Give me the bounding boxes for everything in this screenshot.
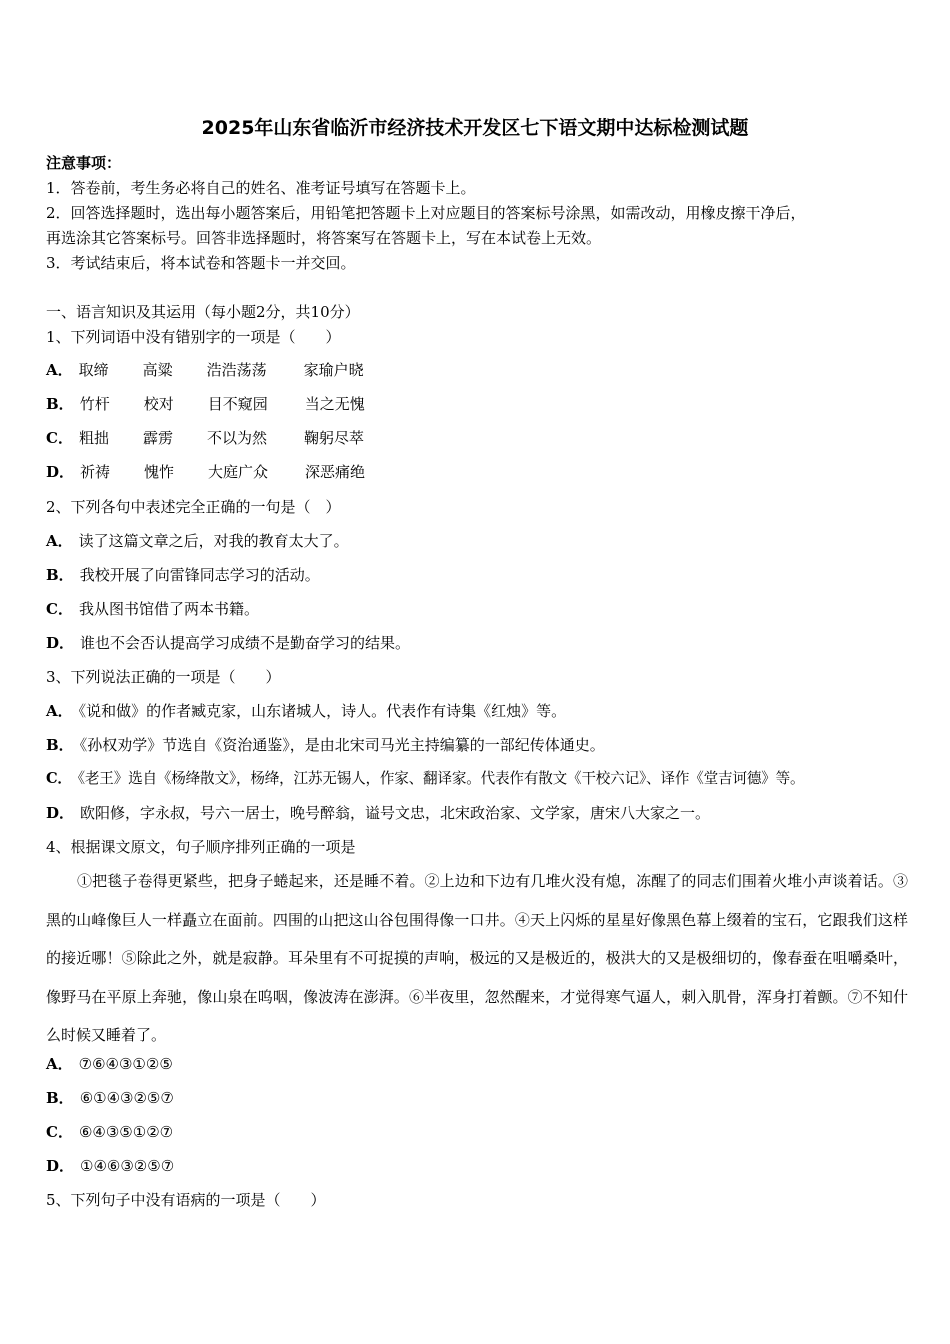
option-text: ①④⑥③②⑤⑦ bbox=[80, 1157, 175, 1175]
option-label: D． bbox=[46, 463, 75, 481]
question-4-option-c bbox=[46, 1121, 173, 1143]
notice-item: 1．答卷前，考生务必将自己的姓名、准考证号填写在答题卡上。 bbox=[46, 179, 476, 197]
option-word: 家瑜户晓 bbox=[303, 361, 364, 379]
option-label: C． bbox=[46, 1123, 73, 1141]
option-text: ⑥①④③②⑤⑦ bbox=[79, 1089, 174, 1107]
option-label: D． bbox=[46, 804, 75, 822]
question-2-option-a bbox=[46, 530, 349, 552]
option-label: A． bbox=[46, 1055, 73, 1073]
option-text: ⑦⑥④③①②⑤ bbox=[78, 1055, 173, 1073]
option-text: 《说和做》的作者臧克家，山东诸城人，诗人。代表作有诗集《红烛》等。 bbox=[78, 702, 567, 720]
option-word: 浩浩荡荡 bbox=[206, 361, 267, 379]
question-4-stem: 4、根据课文原文，句子顺序排列正确的一项是 bbox=[46, 838, 356, 856]
question-2-option-d bbox=[46, 632, 410, 654]
option-word: 霹雳 bbox=[142, 429, 173, 447]
question-2-option-c bbox=[46, 598, 259, 620]
option-label: D． bbox=[46, 1157, 75, 1175]
option-label: B． bbox=[46, 736, 74, 754]
option-text: 《老王》选自《杨绛散文》，杨绛，江苏无锡人，作家、翻译家。代表作有散文《干校六记》、译作《堂吉诃德》等。 bbox=[77, 770, 805, 787]
section-heading: 一、语言知识及其运用（每小题2分，共10分） bbox=[46, 303, 360, 321]
notice-heading: 注意事项： bbox=[46, 154, 122, 172]
option-label: C． bbox=[46, 429, 73, 447]
question-1-option-a bbox=[46, 359, 364, 381]
question-4-passage: ①把毯子卷得更紧些，把身子蜷起来，还是睡不着。②上边和下边有几堆火没有熄，冻醒了的同志们围着火堆小声谈着话。③黑的山峰像巨人一样矗立在面前。四围的山把这山谷包围得像一口井。④天上闪烁的星星好像黑色幕上缀着的宝石，它跟我们这样的接近哪！⑤除此之外，就是寂静。耳朵里有不可捉摸的声响，极远的又是极近的，极洪大的又是极细切的，像春蚕在咀嚼桑叶，像野马在平原上奔驰，像山泉在呜咽，像波涛在澎湃。⑥半夜里，忽然醒来，才觉得寒气逼人，刺入肌骨，浑身打着颤。⑦不知什么时候又睡着了。 bbox=[46, 872, 908, 1044]
option-text: 读了这篇文章之后，对我的教育太大了。 bbox=[78, 532, 349, 550]
question-2-stem: 2、下列各句中表述完全正确的一句是（ ） bbox=[46, 498, 341, 516]
option-label: D． bbox=[46, 634, 75, 652]
option-label: B． bbox=[46, 1089, 74, 1107]
option-word: 深恶痛绝 bbox=[305, 463, 366, 481]
option-word: 不以为然 bbox=[206, 429, 267, 447]
question-4-option-d bbox=[46, 1155, 174, 1177]
question-3-option-d bbox=[46, 802, 710, 824]
option-label: C． bbox=[46, 770, 72, 787]
question-3-stem: 3、下列说法正确的一项是（ ） bbox=[46, 668, 281, 686]
question-3-option-c bbox=[46, 768, 804, 790]
option-text: ⑥④③⑤①②⑦ bbox=[78, 1123, 174, 1141]
option-label: A． bbox=[46, 702, 73, 720]
notice-item: 3．考试结束后，将本试卷和答题卡一并交回。 bbox=[46, 254, 356, 272]
question-3-option-a bbox=[46, 700, 566, 722]
question-1-stem: 1、下列词语中没有错别字的一项是（ ） bbox=[46, 328, 341, 346]
option-word: 当之无愧 bbox=[304, 395, 365, 413]
question-1-option-b bbox=[46, 393, 365, 415]
option-word: 愧怍 bbox=[144, 463, 175, 481]
option-word: 粗拙 bbox=[78, 429, 109, 447]
option-word: 鞠躬尽萃 bbox=[303, 429, 364, 447]
notice-item: 2．回答选择题时，选出每小题答案后，用铅笔把答题卡上对应题目的答案标号涂黑，如需改动，用橡皮擦干净后， bbox=[46, 204, 806, 222]
option-label: A． bbox=[46, 532, 73, 550]
question-5-stem: 5、下列句子中没有语病的一项是（ ） bbox=[46, 1191, 326, 1209]
question-1-option-d bbox=[46, 461, 365, 483]
option-text: 我校开展了向雷锋同志学习的活动。 bbox=[79, 566, 320, 584]
question-2-option-b bbox=[46, 564, 320, 586]
option-text: 欧阳修，字永叔，号六一居士，晚号醉翁，谥号文忠，北宋政治家、文学家，唐宋八大家之一。 bbox=[80, 804, 711, 822]
option-word: 目不窥园 bbox=[207, 395, 268, 413]
option-label: B． bbox=[46, 566, 74, 584]
option-text: 我从图书馆借了两本书籍。 bbox=[78, 600, 259, 618]
option-label: A． bbox=[46, 361, 73, 379]
option-text: 谁也不会否认提高学习成绩不是勤奋学习的结果。 bbox=[80, 634, 411, 652]
option-word: 祈祷 bbox=[80, 463, 111, 481]
option-word: 竹杆 bbox=[79, 395, 110, 413]
option-word: 校对 bbox=[143, 395, 174, 413]
question-1-option-c bbox=[46, 427, 364, 449]
option-label: C． bbox=[46, 600, 73, 618]
option-word: 高粱 bbox=[142, 361, 173, 379]
option-label: B． bbox=[46, 395, 74, 413]
question-4-option-a bbox=[46, 1053, 173, 1075]
question-4-option-b bbox=[46, 1087, 174, 1109]
notice-item: 再选涂其它答案标号。回答非选择题时，将答案写在答题卡上，写在本试卷上无效。 bbox=[46, 229, 602, 247]
option-word: 取缔 bbox=[78, 361, 109, 379]
option-word: 大庭广众 bbox=[208, 463, 269, 481]
question-3-option-b bbox=[46, 734, 605, 756]
page-title: 2025年山东省临沂市经济技术开发区七下语文期中达标检测试题 bbox=[201, 117, 749, 139]
option-text: 《孙权劝学》节选自《资治通鉴》，是由北宋司马光主持编纂的一部纪传体通史。 bbox=[79, 736, 605, 754]
